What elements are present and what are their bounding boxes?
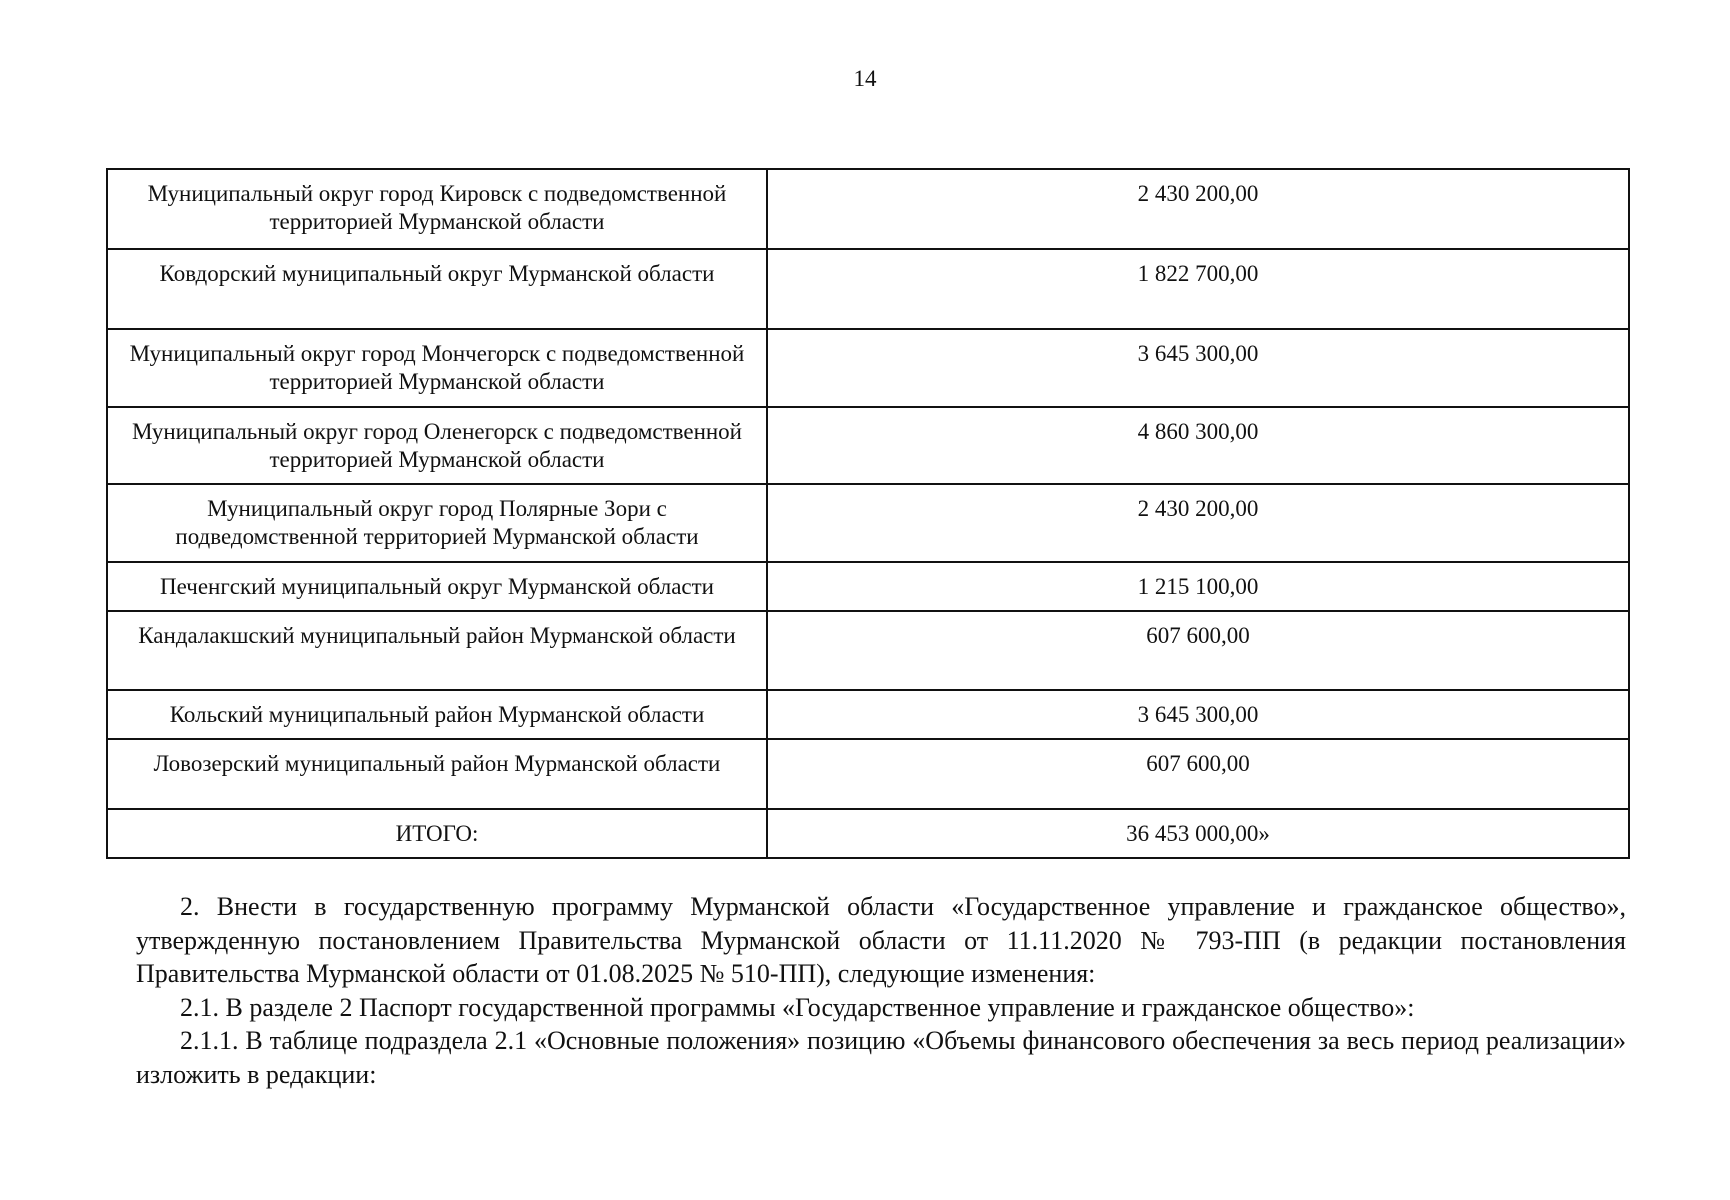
municipality-name: Ловозерский муниципальный район Мурманской области <box>107 739 767 809</box>
municipality-name: Муниципальный округ город Мончегорск с подведомственной территорией Мурманской области <box>107 329 767 407</box>
total-amount: 36 453 000,00» <box>767 809 1629 858</box>
funding-amount: 607 600,00 <box>767 611 1629 690</box>
table-row <box>107 690 1629 739</box>
funding-amount: 1 822 700,00 <box>767 249 1629 329</box>
table-row <box>107 249 1629 329</box>
table-row <box>107 407 1629 484</box>
paragraph: 2.1. В разделе 2 Паспорт государственной программы «Государственное управление и гражданское общество»: <box>180 992 1415 1022</box>
table-row <box>107 611 1629 690</box>
funding-amount: 2 430 200,00 <box>767 169 1629 249</box>
funding-amount: 3 645 300,00 <box>767 690 1629 739</box>
paragraph: 2.1.1. В таблице подраздела 2.1 «Основные положения» позицию «Объемы финансового обеспечения за весь период реализации» изложить в редакции: <box>136 1026 1626 1089</box>
municipality-name: Муниципальный округ город Оленегорск с подведомственной территорией Мурманской области <box>107 407 767 484</box>
municipality-name: Кольский муниципальный район Мурманской области <box>107 690 767 739</box>
funding-amount: 3 645 300,00 <box>767 329 1629 407</box>
table-row <box>107 562 1629 611</box>
funding-amount: 607 600,00 <box>767 739 1629 809</box>
municipality-name: Муниципальный округ город Полярные Зори с подведомственной территорией Мурманской области <box>107 484 767 562</box>
table-row <box>107 484 1629 562</box>
funding-amount: 4 860 300,00 <box>767 407 1629 484</box>
page-number: 14 <box>853 66 877 91</box>
funding-table <box>106 168 1630 859</box>
paragraph: 2. Внести в государственную программу Мурманской области «Государственное управление и гражданское общество», утвержденную постановлением Правительства Мурманской области от 11.11.2020 № 793-ПП (в редакции постановления Правительства Мурманской области от 01.08.2025 № 510-ПП), следующие изменения: <box>136 892 1626 988</box>
table-row <box>107 329 1629 407</box>
funding-amount: 2 430 200,00 <box>767 484 1629 562</box>
funding-amount: 1 215 100,00 <box>767 562 1629 611</box>
table-row <box>107 169 1629 249</box>
municipality-name: Печенгский муниципальный округ Мурманской области <box>107 562 767 611</box>
total-row <box>107 809 1629 858</box>
municipality-name: Кандалакшский муниципальный район Мурманской области <box>107 611 767 690</box>
total-label: ИТОГО: <box>107 809 767 858</box>
amendment-text <box>136 890 1626 1091</box>
table-row <box>107 739 1629 809</box>
municipality-name: Ковдорский муниципальный округ Мурманской области <box>107 249 767 329</box>
municipality-name: Муниципальный округ город Кировск с подведомственной территорией Мурманской области <box>107 169 767 249</box>
